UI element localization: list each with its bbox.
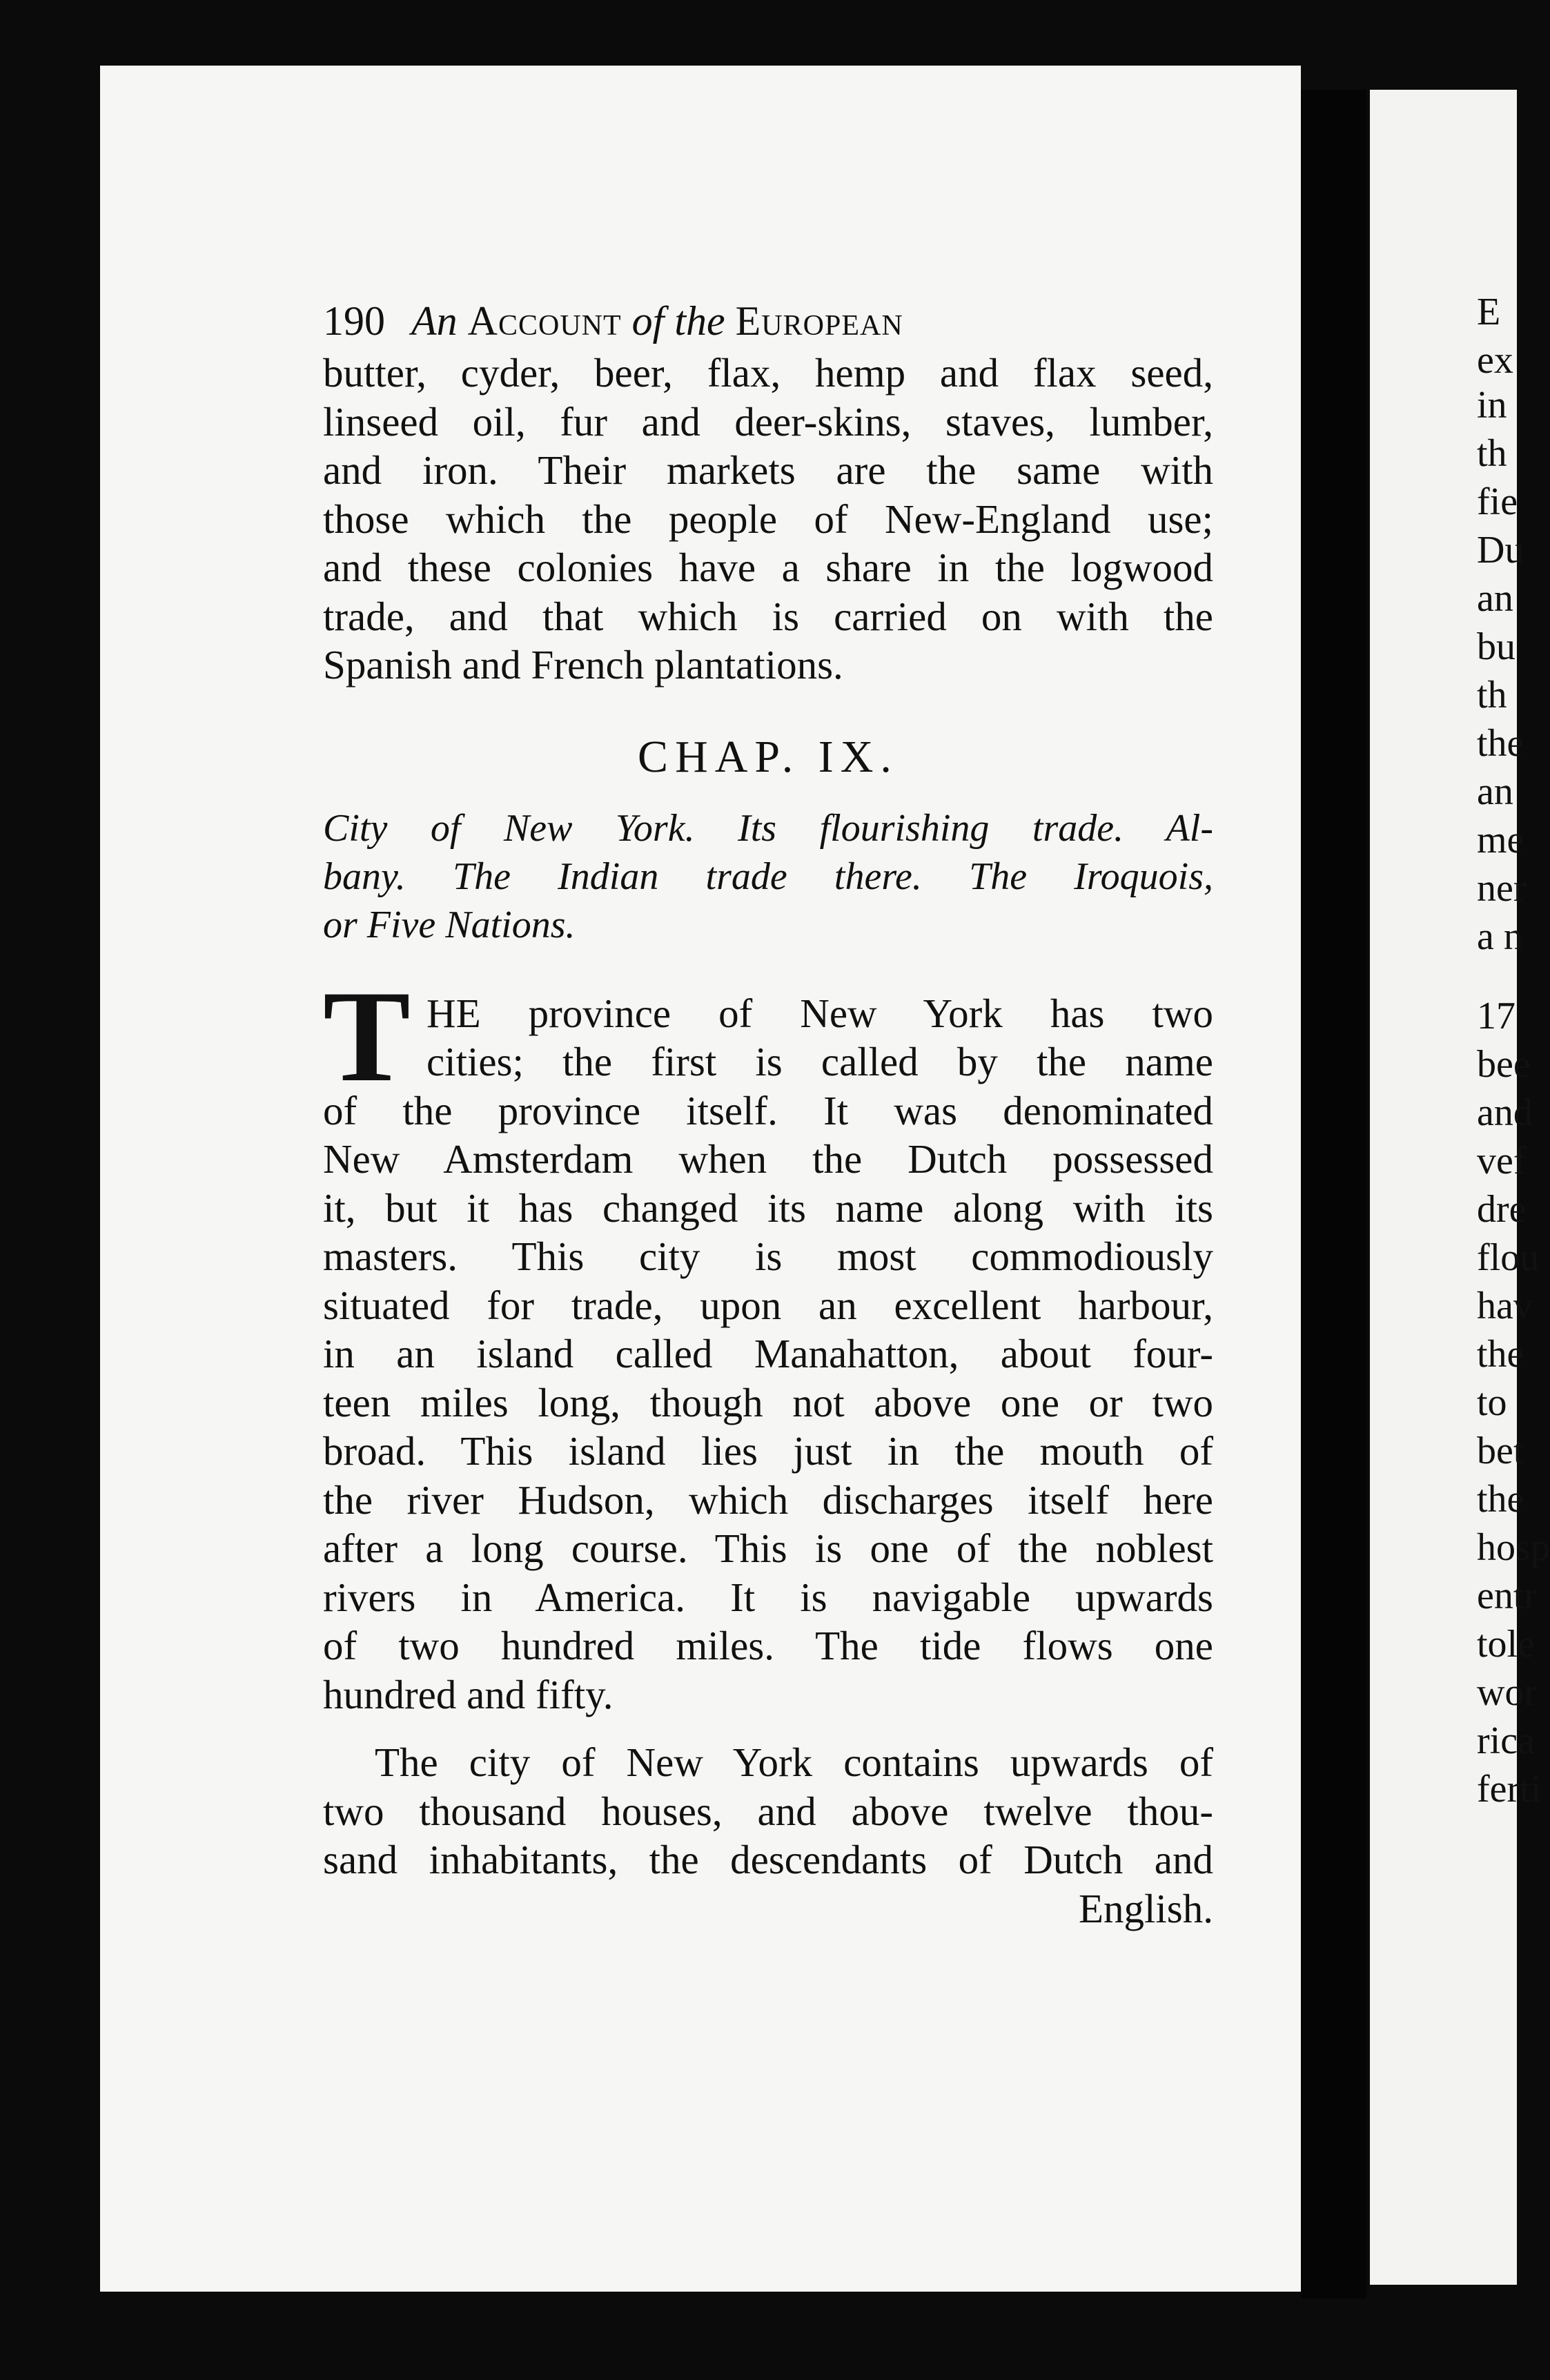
paragraph-1-line-3: of the province itself. It was denominated [323, 1087, 1213, 1133]
paragraph-1-line-13: rivers in America. It is navigable upwards [323, 1574, 1213, 1620]
paragraph-2-line-3: sand inhabitants, the descendants of Dutch and [323, 1837, 1213, 1882]
summary-line-1: City of New York. Its flourishing trade. Al- [323, 806, 1213, 850]
paragraph-2 [323, 1738, 1213, 1884]
header-word-an: An [411, 298, 458, 344]
intro-line-3: and iron. Their markets are the same with [323, 447, 1213, 493]
intro-paragraph [323, 349, 1213, 690]
chapter-heading: CHAP. IX. [638, 731, 899, 782]
page-number: 190 [323, 298, 385, 344]
facing-fragment: bet [1477, 1430, 1524, 1472]
facing-fragment: to [1477, 1381, 1507, 1424]
facing-fragment: hosp [1477, 1526, 1550, 1569]
catchword: English. [1078, 1885, 1213, 1931]
paragraph-1-line-6: masters. This city is most commodiously [323, 1233, 1213, 1279]
intro-line-2: linseed oil, fur and deer-skins, staves, lumber, [323, 398, 1213, 445]
facing-fragment: and [1477, 1091, 1533, 1134]
facing-fragment: rica [1477, 1719, 1535, 1762]
intro-line-6: trade, and that which is carried on with the [323, 593, 1213, 639]
book-gutter [1301, 90, 1366, 2299]
running-header [323, 293, 1213, 349]
facing-fragment: wor [1477, 1671, 1538, 1714]
facing-fragment: Du [1477, 529, 1524, 572]
page-content [323, 293, 1213, 1933]
facing-page [1370, 90, 1550, 2285]
paragraph-1-line-10: broad. This island lies just in the mouth of [323, 1428, 1213, 1474]
facing-fragment: vef [1477, 1140, 1527, 1182]
facing-fragment: flou [1477, 1236, 1540, 1279]
facing-fragment: the [1477, 722, 1524, 765]
facing-fragment: bu [1477, 625, 1515, 668]
facing-fragment: hav [1477, 1285, 1533, 1327]
facing-fragment: ner [1477, 867, 1527, 910]
paragraph-1-line-1: HE province of New York has two [426, 990, 1213, 1036]
paragraph-1-line-14: of two hundred miles. The tide flows one [323, 1623, 1213, 1668]
paragraph-1-line-4: New Amsterdam when the Dutch possessed [323, 1136, 1213, 1182]
chapter-summary [323, 804, 1213, 949]
drop-cap: T [323, 964, 411, 1109]
paragraph-2-line-2: two thousand houses, and above twelve thou- [323, 1788, 1213, 1834]
facing-fragment: ferti [1477, 1768, 1542, 1811]
paragraph-1-line-9: teen miles long, though not above one or two [323, 1379, 1213, 1425]
paragraph-1-line-11: the river Hudson, which discharges itself here [323, 1476, 1213, 1523]
header-word-account: Account [467, 298, 622, 344]
paragraph-1-line-5: it, but it has changed its name along with its [323, 1184, 1213, 1231]
summary-line-3: or Five Nations. [323, 903, 576, 946]
intro-line-4: those which the people of New-England use; [323, 496, 1213, 542]
header-word-of-the: of the [631, 298, 725, 344]
facing-fragment: fie [1477, 480, 1518, 523]
facing-fragment: the [1477, 1478, 1524, 1521]
facing-fragment: entr [1477, 1574, 1538, 1617]
intro-line-7: Spanish and French plantations. [323, 642, 843, 687]
facing-fragment: dre [1477, 1188, 1527, 1231]
header-word-european: European [735, 298, 903, 344]
intro-line-5: and these colonies have a share in the logwood [323, 545, 1213, 590]
paragraph-1-line-15: hundred and fifty. [323, 1671, 614, 1717]
paragraph-1-line-12: after a long course. This is one of the noblest [323, 1525, 1213, 1571]
facing-fragment: the [1477, 1333, 1524, 1376]
facing-fragment: 17 [1477, 995, 1515, 1037]
intro-line-1: butter, cyder, beer, flax, hemp and flax seed, [323, 350, 1213, 396]
paragraph-1-line-2: cities; the first is called by the name [426, 1039, 1213, 1084]
paragraph-1-line-8: in an island called Manahatton, about four- [323, 1331, 1213, 1376]
facing-fragment: an [1477, 577, 1513, 620]
facing-fragment: me [1477, 819, 1524, 861]
paragraph-2-line-1: The city of New York contains upwards of [375, 1739, 1213, 1785]
paragraph-1 [323, 964, 1213, 1719]
summary-line-2: bany. The Indian trade there. The Iroquois, [323, 855, 1213, 898]
facing-fragment: ex [1477, 339, 1513, 382]
facing-fragment: th [1477, 432, 1507, 475]
facing-fragment: an [1477, 770, 1513, 813]
facing-fragment: th [1477, 674, 1507, 716]
paragraph-1-line-7: situated for trade, upon an excellent harbour, [323, 1282, 1213, 1328]
facing-fragment: tole [1477, 1623, 1535, 1666]
facing-fragment: E [1477, 291, 1501, 333]
facing-fragment: a n [1477, 915, 1523, 958]
facing-fragment: in [1477, 384, 1507, 427]
facing-fragment: bee [1477, 1043, 1531, 1086]
